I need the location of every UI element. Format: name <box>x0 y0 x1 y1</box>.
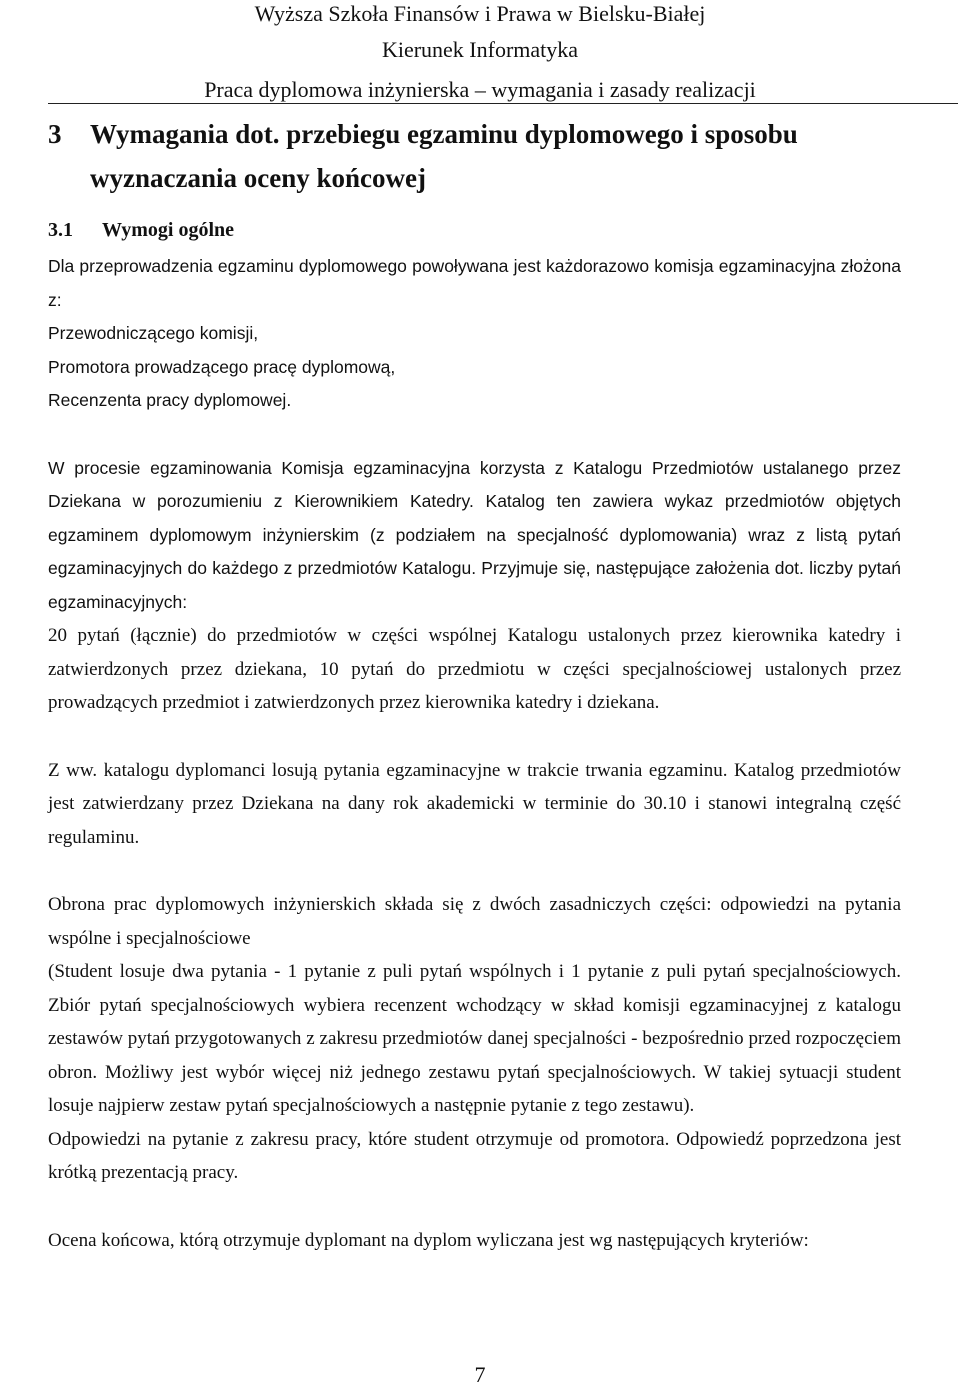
paragraph-commission: Dla przeprowadzenia egzaminu dyplomowego powoływana jest każdorazowo komisja egzaminacyjna złożona z: <box>48 256 901 310</box>
header-department: Kierunek Informatyka <box>381 37 579 62</box>
paragraph-question-counts: 20 pytań (łącznie) do przedmiotów w części wspólnej Katalogu ustalonych przez kierownika katedry i zatwierdzonych przez dziekana, 10 pytań do przedmiotu w części specjalnościowej ustalonych przez prowadzących przedmiot i zatwierdzonych przez kierownika katedry i dziekana. <box>48 625 901 713</box>
chapter-heading <box>48 112 908 200</box>
section-heading <box>48 217 234 243</box>
paragraph-defense-parts: Obrona prac dyplomowych inżynierskich składa się z dwóch zasadniczych części: odpowiedzi na pytania wspólne i specjalnościowe <box>48 894 901 949</box>
header-school: Wyższa Szkoła Finansów i Prawa w Bielsku-Białej <box>254 1 706 26</box>
header-divider <box>48 103 958 104</box>
header-document-title: Praca dyplomowa inżynierska – wymagania i zasady realizacji <box>204 77 756 102</box>
chapter-title: Wymagania dot. przebiegu egzaminu dyplomowego i sposobu wyznaczania oceny końcowej <box>90 119 798 193</box>
body-text <box>48 250 901 1257</box>
paragraph-student-draws: (Student losuje dwa pytania - 1 pytanie z puli pytań wspólnych i 1 pytanie z puli pytań specjalnościowych. Zbiór pytań specjalnościowych wybiera recenzent wchodzący w skład komisji egzaminacyjnej z katalogu zestawów pytań przygotowanych z zakresu przedmiotów danej specjalności - bezpośrednio przed rozpoczęciem obron. Możliwy jest wybór więcej niż jednego zestawu pytań specjalnościowych. W takiej sytuacji student losuje najpierw zestaw pytań specjalnościowych a następnie pytanie z tego zestawu). <box>48 961 901 1116</box>
list-item: Promotora prowadzącego pracę dyplomową, <box>48 356 396 377</box>
paragraph-final-grade: Ocena końcowa, którą otrzymuje dyplomant na dyplom wyliczana jest wg następujących kryteriów: <box>48 1229 809 1251</box>
section-title: Wymogi ogólne <box>102 219 235 241</box>
list-item: Przewodniczącego komisji, <box>48 323 259 343</box>
paragraph-catalog: W procesie egzaminowania Komisja egzaminacyjna korzysta z Katalogu Przedmiotów ustalanego przez Dziekana w porozumieniu z Kierownikiem Katedry. Katalog ten zawiera wykaz przedmiotów objętych egzaminem dyplomowym inżynierskim (z podziałem na specjalność dyplomowania) wraz z listą pytań egzaminacyjnych do każdego z przedmiotów Katalogu. Przyjmuje się, następujące założenia dot. liczby pytań egzaminacyjnych: <box>48 457 901 612</box>
list-item: Recenzenta pracy dyplomowej. <box>48 390 292 410</box>
section-number: 3.1 <box>48 219 73 241</box>
paragraph-thesis-answers: Odpowiedzi na pytanie z zakresu pracy, które student otrzymuje od promotora. Odpowiedź poprzedzona jest krótką prezentacją pracy. <box>48 1128 901 1183</box>
chapter-number: 3 <box>48 119 62 149</box>
page-number: 7 <box>474 1362 486 1387</box>
paragraph-drawing-questions: Z ww. katalogu dyplomanci losują pytania egzaminacyjne w trakcie trwania egzaminu. Katalog przedmiotów jest zatwierdzany przez Dziekana na dany rok akademicki w terminie do 30.10 i stanowi integralną część regulaminu. <box>48 759 901 848</box>
